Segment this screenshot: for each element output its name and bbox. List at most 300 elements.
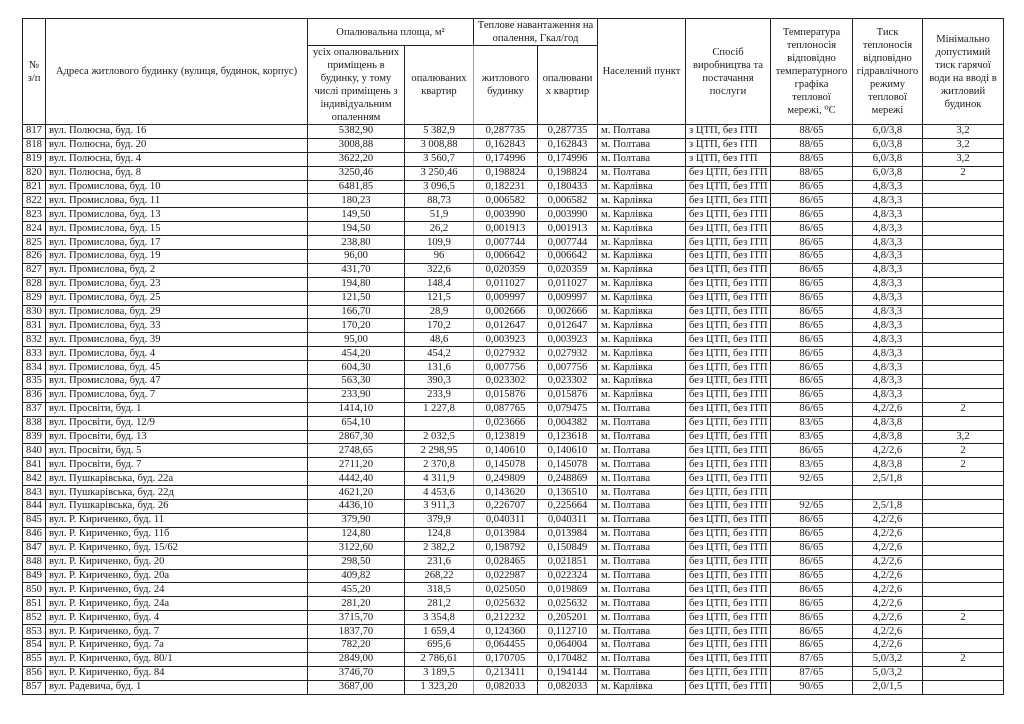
table-row bbox=[23, 583, 1004, 597]
table-row bbox=[23, 263, 1004, 277]
row-address: вул. Р. Кириченко, буд. 84 bbox=[46, 666, 308, 680]
row-temperature: 86/65 bbox=[771, 541, 853, 555]
row-number: 837 bbox=[23, 402, 46, 416]
row-load-building: 0,145078 bbox=[474, 458, 538, 472]
row-pressure: 4,8/3,8 bbox=[853, 416, 923, 430]
row-pressure: 4,2/2,6 bbox=[853, 583, 923, 597]
row-load-building: 0,287735 bbox=[474, 125, 538, 139]
row-load-flats: 0,040311 bbox=[538, 513, 598, 527]
row-min-pressure bbox=[923, 555, 1004, 569]
row-area-flats: 1 659,4 bbox=[405, 625, 474, 639]
row-load-building: 0,009997 bbox=[474, 291, 538, 305]
row-method: без ЦТП, без ІТП bbox=[686, 263, 771, 277]
row-pressure: 4,8/3,3 bbox=[853, 180, 923, 194]
row-method: без ЦТП, без ІТП bbox=[686, 625, 771, 639]
table-row bbox=[23, 625, 1004, 639]
row-locality: м. Полтава bbox=[598, 138, 686, 152]
row-temperature: 86/65 bbox=[771, 250, 853, 264]
row-load-building: 0,249809 bbox=[474, 472, 538, 486]
row-area-flats bbox=[405, 416, 474, 430]
row-temperature: 86/65 bbox=[771, 402, 853, 416]
row-temperature: 88/65 bbox=[771, 138, 853, 152]
row-method: без ЦТП, без ІТП bbox=[686, 527, 771, 541]
row-method: без ЦТП, без ІТП bbox=[686, 597, 771, 611]
row-temperature: 83/65 bbox=[771, 430, 853, 444]
row-load-building: 0,213411 bbox=[474, 666, 538, 680]
row-method: без ЦТП, без ІТП bbox=[686, 277, 771, 291]
row-locality: м. Карлівка bbox=[598, 388, 686, 402]
row-load-flats: 0,025632 bbox=[538, 597, 598, 611]
table-row bbox=[23, 597, 1004, 611]
table-row bbox=[23, 388, 1004, 402]
row-area-all: 2867,30 bbox=[308, 430, 405, 444]
row-load-building: 0,198792 bbox=[474, 541, 538, 555]
row-pressure: 4,8/3,8 bbox=[853, 458, 923, 472]
row-min-pressure bbox=[923, 500, 1004, 514]
row-min-pressure bbox=[923, 333, 1004, 347]
row-area-flats: 2 298,95 bbox=[405, 444, 474, 458]
row-number: 847 bbox=[23, 541, 46, 555]
table-row bbox=[23, 638, 1004, 652]
table-row bbox=[23, 236, 1004, 250]
table-row bbox=[23, 152, 1004, 166]
row-min-pressure bbox=[923, 416, 1004, 430]
table-row bbox=[23, 125, 1004, 139]
table-row bbox=[23, 138, 1004, 152]
row-area-all: 2748,65 bbox=[308, 444, 405, 458]
row-min-pressure bbox=[923, 277, 1004, 291]
row-load-building: 0,023666 bbox=[474, 416, 538, 430]
table-row bbox=[23, 277, 1004, 291]
table-row bbox=[23, 555, 1004, 569]
row-area-all: 194,80 bbox=[308, 277, 405, 291]
row-load-flats: 0,006642 bbox=[538, 250, 598, 264]
row-area-flats: 121,5 bbox=[405, 291, 474, 305]
row-pressure: 4,2/2,6 bbox=[853, 611, 923, 625]
row-area-all: 281,20 bbox=[308, 597, 405, 611]
row-pressure: 4,2/2,6 bbox=[853, 527, 923, 541]
row-method: без ЦТП, без ІТП bbox=[686, 208, 771, 222]
row-area-all: 782,20 bbox=[308, 638, 405, 652]
row-min-pressure bbox=[923, 208, 1004, 222]
row-area-all: 3715,70 bbox=[308, 611, 405, 625]
row-pressure bbox=[853, 486, 923, 500]
row-method: без ЦТП, без ІТП bbox=[686, 222, 771, 236]
row-temperature: 87/65 bbox=[771, 666, 853, 680]
row-min-pressure bbox=[923, 291, 1004, 305]
row-area-flats: 2 786,61 bbox=[405, 652, 474, 666]
row-pressure: 4,8/3,3 bbox=[853, 263, 923, 277]
row-min-pressure bbox=[923, 361, 1004, 375]
row-load-flats: 0,002666 bbox=[538, 305, 598, 319]
row-locality: м. Полтава bbox=[598, 444, 686, 458]
row-locality: м. Полтава bbox=[598, 500, 686, 514]
row-pressure: 4,8/3,3 bbox=[853, 319, 923, 333]
row-load-flats: 0,003923 bbox=[538, 333, 598, 347]
row-area-all: 4436,10 bbox=[308, 500, 405, 514]
row-load-flats: 0,225664 bbox=[538, 500, 598, 514]
row-area-flats: 51,9 bbox=[405, 208, 474, 222]
row-address: вул. Промислова, буд. 17 bbox=[46, 236, 308, 250]
row-locality: м. Полтава bbox=[598, 638, 686, 652]
row-min-pressure: 2 bbox=[923, 402, 1004, 416]
row-locality: м. Карлівка bbox=[598, 208, 686, 222]
row-load-flats: 0,064004 bbox=[538, 638, 598, 652]
row-address: вул. Р. Кириченко, буд. 4 bbox=[46, 611, 308, 625]
row-method: без ЦТП, без ІТП bbox=[686, 194, 771, 208]
row-number: 848 bbox=[23, 555, 46, 569]
row-min-pressure bbox=[923, 319, 1004, 333]
row-temperature: 86/65 bbox=[771, 611, 853, 625]
heating-data-table bbox=[22, 18, 1004, 695]
row-locality: м. Полтава bbox=[598, 486, 686, 500]
row-pressure: 4,8/3,3 bbox=[853, 388, 923, 402]
table-row bbox=[23, 416, 1004, 430]
row-temperature: 88/65 bbox=[771, 166, 853, 180]
row-area-flats: 109,9 bbox=[405, 236, 474, 250]
row-temperature: 86/65 bbox=[771, 555, 853, 569]
row-load-flats: 0,112710 bbox=[538, 625, 598, 639]
row-min-pressure bbox=[923, 680, 1004, 694]
row-load-flats: 0,007756 bbox=[538, 361, 598, 375]
row-number: 834 bbox=[23, 361, 46, 375]
row-method: без ЦТП, без ІТП bbox=[686, 319, 771, 333]
row-load-building: 0,140610 bbox=[474, 444, 538, 458]
row-number: 833 bbox=[23, 347, 46, 361]
row-pressure: 5,0/3,2 bbox=[853, 666, 923, 680]
row-load-flats: 0,011027 bbox=[538, 277, 598, 291]
row-area-all: 96,00 bbox=[308, 250, 405, 264]
row-temperature: 83/65 bbox=[771, 458, 853, 472]
table-row bbox=[23, 291, 1004, 305]
row-pressure: 4,8/3,3 bbox=[853, 236, 923, 250]
row-method: без ЦТП, без ІТП bbox=[686, 333, 771, 347]
row-area-flats: 88,73 bbox=[405, 194, 474, 208]
row-number: 828 bbox=[23, 277, 46, 291]
row-load-building: 0,064455 bbox=[474, 638, 538, 652]
header-method: Спосіб виробництва та постачання послуги bbox=[686, 19, 771, 125]
row-pressure: 2,0/1,5 bbox=[853, 680, 923, 694]
row-number: 822 bbox=[23, 194, 46, 208]
row-method: без ЦТП, без ІТП bbox=[686, 458, 771, 472]
row-load-flats: 0,006582 bbox=[538, 194, 598, 208]
row-area-flats: 2 382,2 bbox=[405, 541, 474, 555]
row-address: вул. Просвіти, буд. 12/9 bbox=[46, 416, 308, 430]
table-row bbox=[23, 652, 1004, 666]
row-number: 819 bbox=[23, 152, 46, 166]
row-locality: м. Полтава bbox=[598, 416, 686, 430]
row-number: 820 bbox=[23, 166, 46, 180]
row-address: вул. Просвіти, буд. 13 bbox=[46, 430, 308, 444]
row-locality: м. Полтава bbox=[598, 166, 686, 180]
row-temperature: 86/65 bbox=[771, 597, 853, 611]
row-area-all: 455,20 bbox=[308, 583, 405, 597]
row-method: без ЦТП, без ІТП bbox=[686, 569, 771, 583]
row-temperature: 86/65 bbox=[771, 361, 853, 375]
row-method: без ЦТП, без ІТП bbox=[686, 513, 771, 527]
table-row bbox=[23, 222, 1004, 236]
row-method: без ЦТП, без ІТП bbox=[686, 486, 771, 500]
row-load-building: 0,003990 bbox=[474, 208, 538, 222]
row-pressure: 4,8/3,3 bbox=[853, 347, 923, 361]
row-area-flats: 3 096,5 bbox=[405, 180, 474, 194]
row-area-flats: 131,6 bbox=[405, 361, 474, 375]
row-temperature: 86/65 bbox=[771, 569, 853, 583]
row-address: вул. Полюсна, буд. 8 bbox=[46, 166, 308, 180]
row-area-all: 604,30 bbox=[308, 361, 405, 375]
table-row bbox=[23, 513, 1004, 527]
row-load-flats: 0,007744 bbox=[538, 236, 598, 250]
row-area-flats: 5 382,9 bbox=[405, 125, 474, 139]
row-area-all: 431,70 bbox=[308, 263, 405, 277]
row-min-pressure: 2 bbox=[923, 444, 1004, 458]
row-load-building: 0,022987 bbox=[474, 569, 538, 583]
row-pressure: 6,0/3,8 bbox=[853, 125, 923, 139]
row-load-flats: 0,023302 bbox=[538, 375, 598, 389]
row-area-all: 149,50 bbox=[308, 208, 405, 222]
row-min-pressure bbox=[923, 541, 1004, 555]
row-locality: м. Полтава bbox=[598, 666, 686, 680]
table-row bbox=[23, 486, 1004, 500]
row-address: вул. Промислова, буд. 2 bbox=[46, 263, 308, 277]
row-pressure: 4,8/3,3 bbox=[853, 194, 923, 208]
row-locality: м. Полтава bbox=[598, 458, 686, 472]
row-load-building: 0,162843 bbox=[474, 138, 538, 152]
row-area-flats: 379,9 bbox=[405, 513, 474, 527]
row-pressure: 4,2/2,6 bbox=[853, 597, 923, 611]
row-number: 831 bbox=[23, 319, 46, 333]
table-row bbox=[23, 472, 1004, 486]
row-address: вул. Промислова, буд. 4 bbox=[46, 347, 308, 361]
row-load-flats: 0,198824 bbox=[538, 166, 598, 180]
row-area-all: 238,80 bbox=[308, 236, 405, 250]
row-address: вул. Р. Кириченко, буд. 15/62 bbox=[46, 541, 308, 555]
row-area-flats: 322,6 bbox=[405, 263, 474, 277]
row-method: без ЦТП, без ІТП bbox=[686, 652, 771, 666]
row-min-pressure: 3,2 bbox=[923, 430, 1004, 444]
row-pressure: 4,8/3,8 bbox=[853, 430, 923, 444]
row-method: без ЦТП, без ІТП bbox=[686, 347, 771, 361]
row-load-flats: 0,162843 bbox=[538, 138, 598, 152]
row-address: вул. Просвіти, буд. 1 bbox=[46, 402, 308, 416]
row-pressure: 2,5/1,8 bbox=[853, 472, 923, 486]
row-address: вул. Промислова, буд. 39 bbox=[46, 333, 308, 347]
header-load-building: житлового будинку bbox=[474, 46, 538, 125]
row-number: 840 bbox=[23, 444, 46, 458]
row-method: без ЦТП, без ІТП bbox=[686, 555, 771, 569]
row-area-all: 121,50 bbox=[308, 291, 405, 305]
row-number: 852 bbox=[23, 611, 46, 625]
row-temperature: 86/65 bbox=[771, 277, 853, 291]
row-address: вул. Полюсна, буд. 16 bbox=[46, 125, 308, 139]
row-min-pressure bbox=[923, 597, 1004, 611]
row-method: без ЦТП, без ІТП bbox=[686, 236, 771, 250]
row-min-pressure bbox=[923, 638, 1004, 652]
row-address: вул. Промислова, буд. 7 bbox=[46, 388, 308, 402]
row-min-pressure bbox=[923, 527, 1004, 541]
row-min-pressure bbox=[923, 305, 1004, 319]
table-row bbox=[23, 527, 1004, 541]
row-method: без ЦТП, без ІТП bbox=[686, 472, 771, 486]
row-area-flats: 3 189,5 bbox=[405, 666, 474, 680]
row-min-pressure bbox=[923, 388, 1004, 402]
row-address: вул. Пушкарівська, буд. 26 bbox=[46, 500, 308, 514]
row-min-pressure: 3,2 bbox=[923, 152, 1004, 166]
row-address: вул. Промислова, буд. 33 bbox=[46, 319, 308, 333]
row-temperature: 86/65 bbox=[771, 222, 853, 236]
row-pressure: 4,8/3,3 bbox=[853, 208, 923, 222]
row-temperature bbox=[771, 486, 853, 500]
row-temperature: 87/65 bbox=[771, 652, 853, 666]
row-address: вул. Р. Кириченко, буд. 24 bbox=[46, 583, 308, 597]
table-row bbox=[23, 361, 1004, 375]
row-area-all: 194,50 bbox=[308, 222, 405, 236]
row-pressure: 4,2/2,6 bbox=[853, 444, 923, 458]
row-load-flats: 0,180433 bbox=[538, 180, 598, 194]
row-area-all: 379,90 bbox=[308, 513, 405, 527]
row-pressure: 4,2/2,6 bbox=[853, 625, 923, 639]
row-load-building: 0,007744 bbox=[474, 236, 538, 250]
row-load-building: 0,025050 bbox=[474, 583, 538, 597]
row-load-building: 0,226707 bbox=[474, 500, 538, 514]
row-area-flats: 4 453,6 bbox=[405, 486, 474, 500]
row-load-flats: 0,027932 bbox=[538, 347, 598, 361]
row-method: без ЦТП, без ІТП bbox=[686, 611, 771, 625]
row-pressure: 6,0/3,8 bbox=[853, 152, 923, 166]
table-row bbox=[23, 194, 1004, 208]
row-load-flats: 0,019869 bbox=[538, 583, 598, 597]
row-locality: м. Карлівка bbox=[598, 222, 686, 236]
row-load-building: 0,124360 bbox=[474, 625, 538, 639]
row-area-flats: 3 008,88 bbox=[405, 138, 474, 152]
row-number: 849 bbox=[23, 569, 46, 583]
header-address: Адреса житлового будинку (вулиця, будинок, корпус) bbox=[46, 19, 308, 125]
table-row bbox=[23, 444, 1004, 458]
row-pressure: 4,8/3,3 bbox=[853, 361, 923, 375]
row-load-building: 0,198824 bbox=[474, 166, 538, 180]
row-load-building: 0,007756 bbox=[474, 361, 538, 375]
row-area-all: 1414,10 bbox=[308, 402, 405, 416]
row-locality: м. Полтава bbox=[598, 583, 686, 597]
row-locality: м. Полтава bbox=[598, 652, 686, 666]
row-area-all: 4621,20 bbox=[308, 486, 405, 500]
row-temperature: 86/65 bbox=[771, 625, 853, 639]
row-number: 850 bbox=[23, 583, 46, 597]
row-address: вул. Промислова, буд. 15 bbox=[46, 222, 308, 236]
row-number: 853 bbox=[23, 625, 46, 639]
row-number: 838 bbox=[23, 416, 46, 430]
row-address: вул. Р. Кириченко, буд. 24а bbox=[46, 597, 308, 611]
row-temperature: 86/65 bbox=[771, 333, 853, 347]
table-row bbox=[23, 402, 1004, 416]
row-pressure: 4,2/2,6 bbox=[853, 555, 923, 569]
row-area-flats: 318,5 bbox=[405, 583, 474, 597]
row-address: вул. Промислова, буд. 23 bbox=[46, 277, 308, 291]
row-area-all: 95,00 bbox=[308, 333, 405, 347]
row-load-flats: 0,194144 bbox=[538, 666, 598, 680]
row-load-building: 0,123819 bbox=[474, 430, 538, 444]
row-temperature: 86/65 bbox=[771, 513, 853, 527]
row-method: з ЦТП, без ІТП bbox=[686, 138, 771, 152]
row-temperature: 86/65 bbox=[771, 444, 853, 458]
row-load-flats: 0,205201 bbox=[538, 611, 598, 625]
row-temperature: 92/65 bbox=[771, 500, 853, 514]
row-pressure: 4,2/2,6 bbox=[853, 513, 923, 527]
row-locality: м. Карлівка bbox=[598, 361, 686, 375]
row-number: 839 bbox=[23, 430, 46, 444]
row-locality: м. Карлівка bbox=[598, 277, 686, 291]
row-address: вул. Промислова, буд. 10 bbox=[46, 180, 308, 194]
row-area-flats: 96 bbox=[405, 250, 474, 264]
row-area-all: 563,30 bbox=[308, 375, 405, 389]
row-number: 825 bbox=[23, 236, 46, 250]
row-temperature: 92/65 bbox=[771, 472, 853, 486]
row-load-flats: 0,003990 bbox=[538, 208, 598, 222]
row-area-all: 5382,90 bbox=[308, 125, 405, 139]
row-area-flats: 2 032,5 bbox=[405, 430, 474, 444]
row-address: вул. Р. Кириченко, буд. 7 bbox=[46, 625, 308, 639]
row-locality: м. Карлівка bbox=[598, 236, 686, 250]
row-load-flats: 0,015876 bbox=[538, 388, 598, 402]
row-locality: м. Полтава bbox=[598, 402, 686, 416]
row-temperature: 88/65 bbox=[771, 152, 853, 166]
row-temperature: 86/65 bbox=[771, 236, 853, 250]
row-area-flats: 390,3 bbox=[405, 375, 474, 389]
row-method: з ЦТП, без ІТП bbox=[686, 152, 771, 166]
row-number: 832 bbox=[23, 333, 46, 347]
row-locality: м. Карлівка bbox=[598, 194, 686, 208]
row-locality: м. Карлівка bbox=[598, 333, 686, 347]
row-method: без ЦТП, без ІТП bbox=[686, 402, 771, 416]
row-locality: м. Карлівка bbox=[598, 180, 686, 194]
row-number: 844 bbox=[23, 500, 46, 514]
row-pressure: 4,8/3,3 bbox=[853, 250, 923, 264]
row-address: вул. Промислова, буд. 29 bbox=[46, 305, 308, 319]
row-address: вул. Р. Кириченко, буд. 7а bbox=[46, 638, 308, 652]
row-min-pressure bbox=[923, 513, 1004, 527]
row-area-flats: 233,9 bbox=[405, 388, 474, 402]
row-load-building: 0,182231 bbox=[474, 180, 538, 194]
row-load-building: 0,040311 bbox=[474, 513, 538, 527]
row-pressure: 4,2/2,6 bbox=[853, 569, 923, 583]
row-address: вул. Промислова, буд. 47 bbox=[46, 375, 308, 389]
table-row bbox=[23, 319, 1004, 333]
row-min-pressure bbox=[923, 347, 1004, 361]
row-temperature: 86/65 bbox=[771, 638, 853, 652]
row-area-all: 124,80 bbox=[308, 527, 405, 541]
row-pressure: 6,0/3,8 bbox=[853, 138, 923, 152]
row-address: вул. Промислова, буд. 11 bbox=[46, 194, 308, 208]
table-row bbox=[23, 430, 1004, 444]
table-row bbox=[23, 458, 1004, 472]
row-method: без ЦТП, без ІТП bbox=[686, 541, 771, 555]
row-min-pressure bbox=[923, 625, 1004, 639]
row-locality: м. Полтава bbox=[598, 555, 686, 569]
table-row bbox=[23, 611, 1004, 625]
table-row bbox=[23, 666, 1004, 680]
row-area-flats: 170,2 bbox=[405, 319, 474, 333]
row-method: без ЦТП, без ІТП bbox=[686, 583, 771, 597]
header-area-flats: опалюваних квартир bbox=[405, 46, 474, 125]
header-pressure: Тиск теплоносія відповідно гідравлічного режиму теплової мережі bbox=[853, 19, 923, 125]
row-load-building: 0,174996 bbox=[474, 152, 538, 166]
row-locality: м. Карлівка bbox=[598, 250, 686, 264]
row-address: вул. Р. Кириченко, буд. 11б bbox=[46, 527, 308, 541]
row-temperature: 86/65 bbox=[771, 194, 853, 208]
row-load-building: 0,025632 bbox=[474, 597, 538, 611]
table-row bbox=[23, 569, 1004, 583]
row-address: вул. Полюсна, буд. 20 bbox=[46, 138, 308, 152]
